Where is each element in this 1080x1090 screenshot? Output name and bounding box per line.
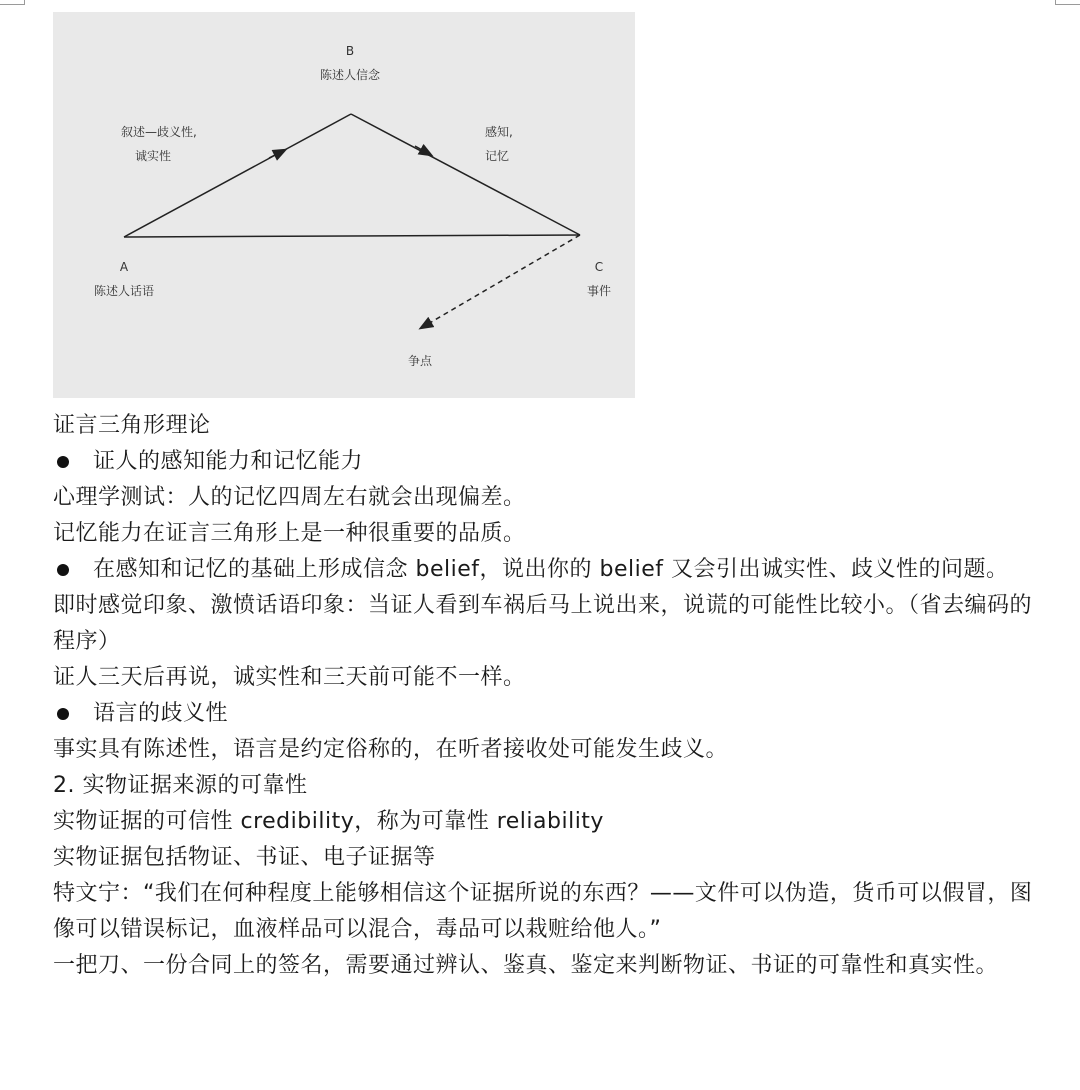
issue-label: 争点 [407, 354, 433, 368]
document-body [53, 408, 1053, 984]
paragraph: 即时感觉印象、激愤话语印象：当证人看到车祸后马上说出来，说谎的可能性比较小。（省去编码的程序） [53, 593, 1033, 654]
dashed-arrow-to-issue [421, 235, 580, 328]
paragraph: 事实具有陈述性，语言是约定俗称的，在听者接收处可能发生歧义。 [53, 737, 729, 762]
arrow-b-to-c [415, 146, 431, 155]
bullet-item [53, 444, 1053, 480]
quote-paragraph: 特文宁：“我们在何种程度上能够相信这个证据所说的东西？——文件可以伪造，货币可以假冒，图像可以错误标记，血液样品可以混合，毒品可以栽赃给他人。” [53, 881, 1033, 942]
section-heading: 证言三角形理论 [53, 413, 211, 438]
arrow-a-to-b [269, 150, 285, 158]
bullet-text: 证人的感知能力和记忆能力 [93, 449, 364, 474]
bullet-text: 在感知和记忆的基础上形成信念 belief，说出你的 belief 又会引出诚实性、歧义性的问题。 [93, 557, 1009, 582]
paragraph: 心理学测试：人的记忆四周左右就会出现偏差。 [53, 485, 526, 510]
edge-a-to-c [124, 235, 580, 237]
node-c-letter: C [594, 260, 604, 274]
left-edge-label-line2: 诚实性 [135, 149, 172, 163]
right-edge-label-line1: 感知, [485, 125, 513, 139]
bullet-item [53, 696, 1053, 732]
triangle-diagram [53, 12, 635, 398]
bullet-dot-icon [57, 708, 69, 720]
node-a-label: 陈述人话语 [93, 284, 155, 298]
page-corner-mark-right [1055, 0, 1080, 5]
paragraph: 实物证据包括物证、书证、电子证据等 [53, 845, 436, 870]
bullet-text: 语言的歧义性 [93, 701, 229, 726]
right-edge-label-line2: 记忆 [485, 149, 510, 163]
page-corner-mark-left [0, 0, 25, 5]
paragraph: 证人三天后再说，诚实性和三天前可能不一样。 [53, 665, 526, 690]
paragraph: 实物证据的可信性 credibility，称为可靠性 reliability [53, 809, 604, 834]
node-c-label: 事件 [586, 284, 612, 298]
testimony-triangle-figure [53, 12, 635, 398]
left-edge-label-line1: 叙述—歧义性, [121, 125, 197, 139]
paragraph: 一把刀、一份合同上的签名，需要通过辨认、鉴真、鉴定来判断物证、书证的可靠性和真实性。 [53, 953, 999, 978]
edge-b-to-c [351, 114, 580, 235]
node-b-label: 陈述人信念 [319, 68, 381, 82]
bullet-dot-icon [57, 564, 69, 576]
bullet-dot-icon [57, 456, 69, 468]
bullet-item [53, 552, 1053, 588]
paragraph: 记忆能力在证言三角形上是一种很重要的品质。 [53, 521, 526, 546]
node-b-letter: B [345, 44, 355, 58]
subsection-heading: 2. 实物证据来源的可靠性 [53, 773, 308, 798]
node-a-letter: A [119, 260, 129, 274]
